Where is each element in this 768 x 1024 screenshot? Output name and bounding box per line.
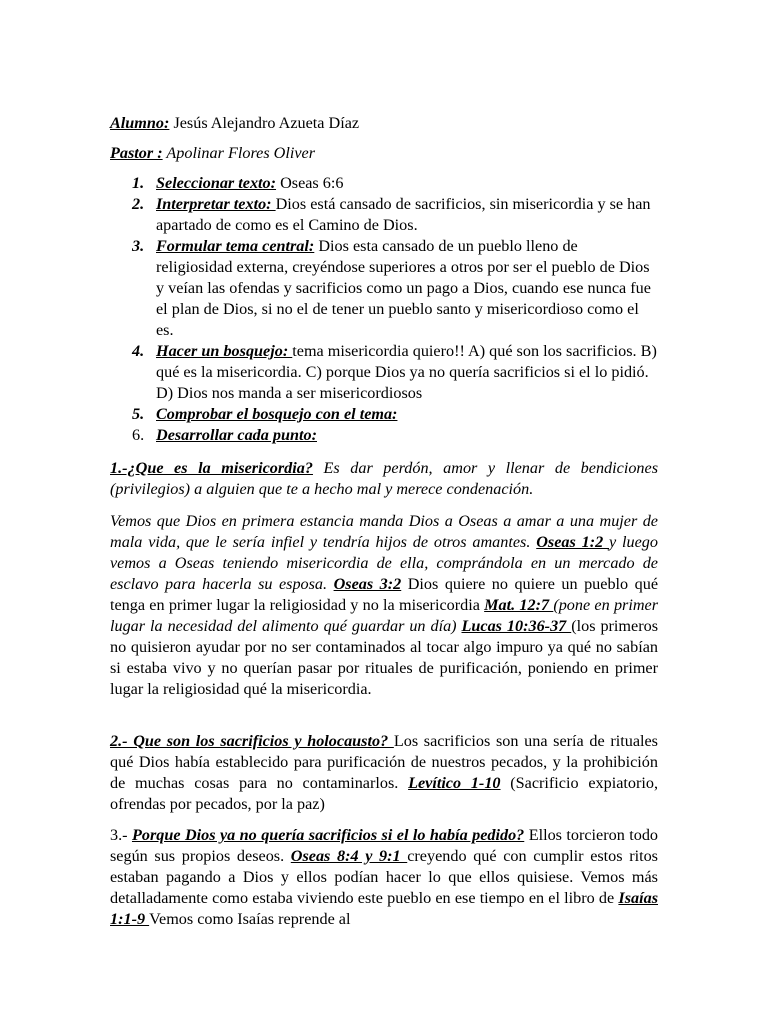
scripture-ref: Oseas 1:2 [536, 533, 610, 551]
pastor-line [110, 143, 658, 164]
list-item [110, 194, 658, 236]
paragraph-hosea-example [110, 511, 658, 700]
scripture-ref: Oseas 8:4 y 9:1 [290, 847, 408, 865]
step-label: Hacer un bosquejo: [156, 342, 293, 360]
list-item [110, 341, 658, 404]
paragraph-text: Los sacrificios son una sería de rituales qué Dios había establecido para purificación de nuestros pecados, y la prohibición de muchas cosas para no contaminarlos. [110, 732, 658, 792]
paragraph-text: (Sacrificio expiatorio, ofrendas por pecados, por la paz) [110, 774, 658, 813]
student-label: Alumno: [110, 114, 170, 132]
step-text: Dios está cansado de sacrificios, sin misericordia y se han apartado de como es el Camino de Dios. [156, 195, 651, 234]
paragraph-text: Dios quiere no quiere un pueblo qué tenga en primer lugar la religiosidad y no la misericordia [110, 575, 659, 614]
step-label: Seleccionar texto: [156, 174, 277, 192]
student-name: Jesús Alejandro Azueta Díaz [169, 114, 360, 132]
paragraph-text: Ellos torcieron todo según sus propios deseos. [110, 826, 659, 865]
section-number: 3.- [110, 826, 132, 844]
paragraph-mercy-definition [110, 458, 658, 500]
step-label: Desarrollar cada punto: [156, 426, 317, 444]
list-item [110, 236, 658, 341]
paragraph-text: y luego vemos a Oseas teniendo misericordia de ella, comprándola en un mercado de esclavo para hacerla su esposa. [110, 533, 658, 593]
step-text: tema misericordia quiero!! A) qué son los sacrificios. B) qué es la misericordia. C) porque Dios ya no quería sacrificios si el lo pidió. D) Dios nos manda a ser misericordiosos [156, 342, 657, 402]
pastor-label: Pastor : [110, 144, 163, 162]
step-number: 2. [132, 195, 145, 213]
paragraph-text: (pone en primer lugar la necesidad del alimento qué guardar un día) [110, 596, 659, 635]
list-item [110, 404, 658, 425]
section-heading-2: 2.- Que son los sacrificios y holocausto? [110, 732, 394, 750]
step-number: 5. [132, 405, 145, 423]
section-heading-3: Porque Dios ya no quería sacrificios si el lo había pedido? [131, 826, 525, 844]
pastor-name: Apolinar Flores Oliver [162, 144, 316, 162]
step-number: 4. [132, 342, 145, 360]
step-number: 6. [132, 426, 145, 444]
list-item [110, 425, 658, 446]
section-heading-1: 1.-¿Que es la misericordia? [110, 459, 313, 477]
scripture-ref: Levítico 1-10 [408, 774, 501, 792]
list-item [110, 173, 658, 194]
step-number: 3. [132, 237, 145, 255]
step-label: Comprobar el bosquejo con el tema: [156, 405, 398, 423]
scripture-ref: Lucas 10:36-37 [461, 617, 572, 635]
paragraph-text: Vemos como Isaías reprende al [149, 910, 351, 928]
step-label: Interpretar texto: [156, 195, 276, 213]
paragraph-sacrifices [110, 731, 658, 815]
paragraph-why-no-sacrifices [110, 825, 658, 930]
student-line [110, 113, 658, 134]
scripture-ref: Isaías 1:1-9 [110, 889, 658, 928]
step-number: 1. [132, 174, 145, 192]
step-text: Dios esta cansado de un pueblo lleno de religiosidad externa, creyéndose superiores a otros por ser el pueblo de Dios y veían las ofendas y sacrificios como un pago a Dios, cuando ese nunca fue el plan de Dios, si no el de tener un pueblo santo y misericordioso como el es. [156, 237, 651, 339]
steps-list [110, 173, 658, 446]
step-text: Oseas 6:6 [276, 174, 344, 192]
scripture-ref: Mat. 12:7 [484, 596, 554, 614]
paragraph-text: creyendo qué con cumplir estos ritos estaban pagando a Dios y ellos podían hacer lo que ellos quisiese. Vemos más detalladamente como estaba viviendo este pueblo en ese tiempo en el libro de [110, 847, 658, 907]
header-block [110, 113, 658, 173]
paragraph-text: (los primeros no quisieron ayudar por no ser contaminados al tocar algo impuro ya qué no sabían si estaba vivo y no querían pasar por rituales de purificación, poniendo en primer lugar la religiosidad qué la misericordia. [110, 617, 658, 698]
scripture-ref: Oseas 3:2 [333, 575, 402, 593]
step-label: Formular tema central: [156, 237, 315, 255]
paragraph-text: Es dar perdón, amor y llenar de bendiciones (privilegios) a alguien que te a hecho mal y merece condenación. [110, 459, 658, 498]
paragraph-text: Vemos que Dios en primera estancia manda Dios a Oseas a amar a una mujer de mala vida, que le sería infiel y tendría hijos de otros amantes. [110, 512, 658, 551]
